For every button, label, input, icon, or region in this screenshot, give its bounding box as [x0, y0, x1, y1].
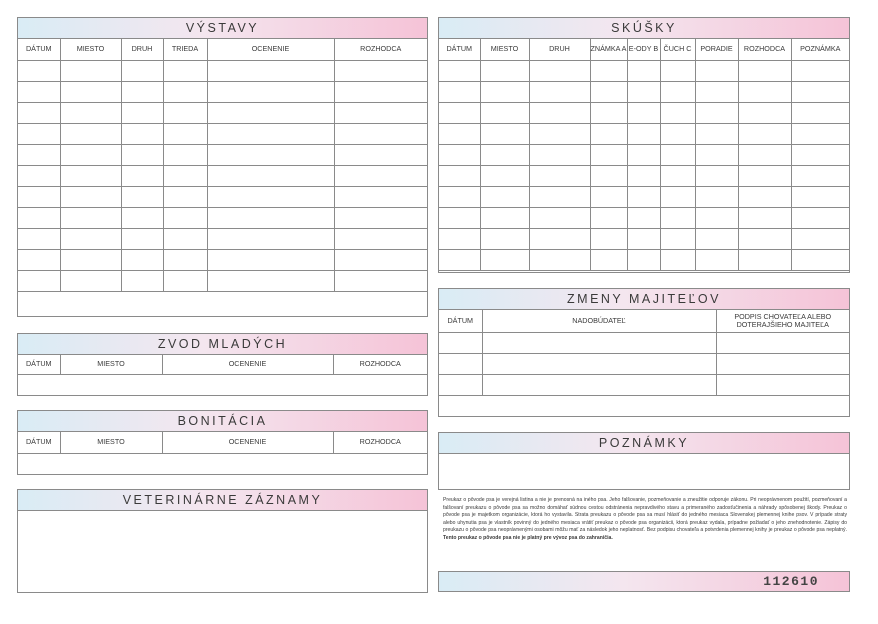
zvod-mladych-section — [17, 333, 428, 396]
table-row — [439, 374, 849, 395]
table-row — [18, 207, 427, 228]
skusky-col-cuch: ČUCH C — [660, 39, 695, 60]
table-row — [18, 144, 427, 165]
table-row — [18, 228, 427, 249]
vystavy-col-ocenenie: OCENENIE — [207, 39, 334, 60]
skusky-title: SKÚŠKY — [439, 18, 849, 39]
table-row — [439, 102, 849, 123]
bonitacia-col-rozhodca: ROZHODCA — [333, 432, 427, 453]
table-row — [18, 81, 427, 102]
veterinarne-zaznamy-section — [17, 489, 428, 593]
table-row — [439, 332, 849, 353]
bonitacia-col-ocenenie: OCENENIE — [162, 432, 333, 453]
table-row — [18, 374, 427, 375]
zmeny-majitelov-section — [438, 288, 850, 417]
skusky-col-znamka: ZNÁMKA A — [590, 39, 627, 60]
zvod-col-miesto: MIESTO — [60, 355, 162, 374]
table-row — [18, 165, 427, 186]
legal-notice-bold: Tento preukaz o pôvode psa nie je platný pre vývoz psa do zahraničia. — [443, 534, 613, 541]
skusky-col-miesto: MIESTO — [480, 39, 529, 60]
vystavy-col-druh: DRUH — [121, 39, 163, 60]
vystavy-col-datum: DÁTUM — [18, 39, 60, 60]
table-row — [18, 249, 427, 270]
skusky-col-poradie: PORADIE — [695, 39, 738, 60]
table-row — [439, 249, 849, 270]
zmeny-majitelov-title: ZMENY MAJITEĽOV — [439, 289, 849, 310]
bonitacia-col-datum: DÁTUM — [18, 432, 60, 453]
table-row — [18, 186, 427, 207]
zvod-mladych-table — [18, 355, 427, 375]
table-row — [439, 81, 849, 102]
vystavy-col-trieda: TRIEDA — [163, 39, 207, 60]
table-row — [439, 165, 849, 186]
table-row — [18, 123, 427, 144]
skusky-col-druh: DRUH — [529, 39, 590, 60]
legal-notice — [443, 497, 847, 543]
skusky-col-rozhodca: ROZHODCA — [738, 39, 791, 60]
table-row — [18, 270, 427, 291]
skusky-section — [438, 17, 850, 273]
legal-notice-text: Preukaz o pôvode psa je verejná listina a nie je prenosná na iného psa. Jeho falšovanie, pozmeňovanie a zneužitie odporuje zákonu. Pri neoprávnenom použití, pozmeňovaní a falšovaní preukazu o pôvode psa sa možno domáhať súdnou cestou odstránenia nepravdivého stavu a primeraného zadosťučinenia a náhrady spôsobenej škody. Preukaz o pôvode psa je majetkom organizácie, ktorá ho vystavila. Strata preukazu o pôvode psa sa musí hlásiť do jedného mesiaca Slovenskej plemennej knihe psov. V prípade straty alebo uhynutia psa je vlastník povinný do jedného mesiaca vrátiť preukaz o pôvode psa organizácii, ktorá preukaz vydala, prípadne požiadať o jeho znehodnotenie. Zápisy do preukazu o pôvode psa neoprávnenými osobami môžu mať za následok jeho neplatnosť. Bez podpisu chovateľa a potvrdenia plemennej knihy je preukaz o pôvode psa neplatný. — [443, 497, 847, 534]
skusky-col-poznamka: POZNÁMKA — [791, 39, 849, 60]
zmeny-majitelov-table — [439, 310, 849, 396]
zmeny-col-podpis: PODPIS CHOVATEĽA ALEBO DOTERAJŠIEHO MAJITEĽA — [716, 310, 849, 332]
zmeny-col-nadobudatel: NADOBÚDATEĽ — [482, 310, 716, 332]
bonitacia-title: BONITÁCIA — [18, 411, 427, 432]
zvod-col-datum: DÁTUM — [18, 355, 60, 374]
vystavy-col-rozhodca: ROZHODCA — [334, 39, 427, 60]
veterinarne-zaznamy-title: VETERINÁRNE ZÁZNAMY — [18, 490, 427, 511]
serial-number: 112610 — [763, 574, 819, 589]
table-row — [439, 207, 849, 228]
table-row — [439, 395, 849, 396]
table-row — [439, 144, 849, 165]
bonitacia-table — [18, 432, 427, 454]
table-row — [439, 353, 849, 374]
serial-number-bar — [438, 571, 850, 592]
table-row — [18, 453, 427, 454]
poznamky-section — [438, 432, 850, 490]
poznamky-title: POZNÁMKY — [439, 433, 849, 454]
zmeny-col-datum: DÁTUM — [439, 310, 482, 332]
vystavy-section — [17, 17, 428, 317]
veterinarne-zaznamy-area[interactable] — [18, 511, 427, 592]
skusky-col-e-ody: E-ODY B — [627, 39, 660, 60]
table-row — [18, 60, 427, 81]
skusky-col-datum: DÁTUM — [439, 39, 480, 60]
bonitacia-section — [17, 410, 428, 475]
table-row — [439, 270, 849, 271]
bonitacia-col-miesto: MIESTO — [60, 432, 162, 453]
vystavy-table — [18, 39, 427, 292]
zvod-mladych-title: ZVOD MLADÝCH — [18, 334, 427, 355]
skusky-table — [439, 39, 849, 271]
table-row — [439, 186, 849, 207]
vystavy-title: VÝSTAVY — [18, 18, 427, 39]
table-row — [439, 123, 849, 144]
table-row — [18, 102, 427, 123]
table-row — [439, 228, 849, 249]
zvod-col-rozhodca: ROZHODCA — [333, 355, 427, 374]
vystavy-col-miesto: MIESTO — [60, 39, 121, 60]
table-row — [439, 60, 849, 81]
zvod-col-ocenenie: OCENENIE — [162, 355, 333, 374]
poznamky-area[interactable] — [439, 454, 849, 489]
table-row — [18, 291, 427, 292]
